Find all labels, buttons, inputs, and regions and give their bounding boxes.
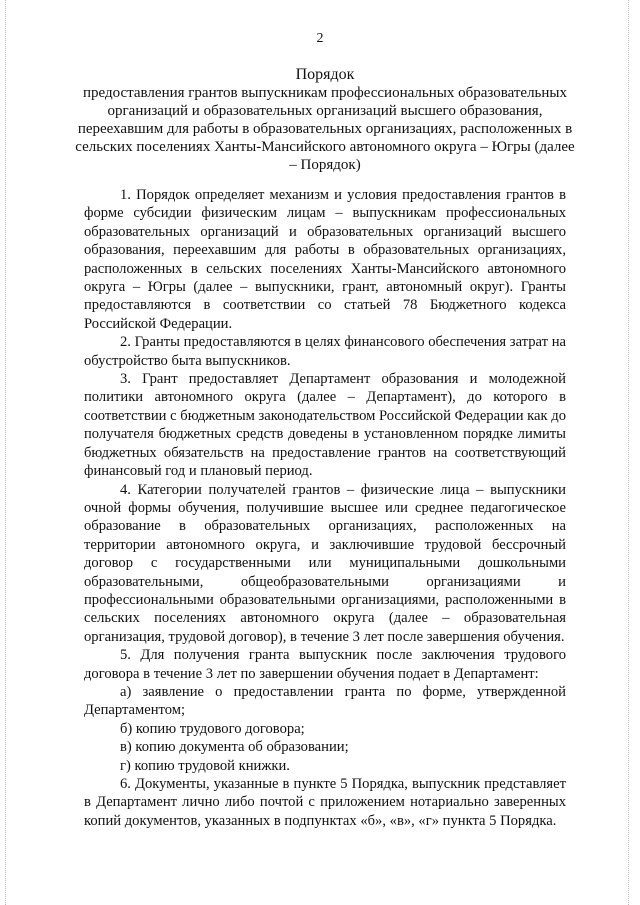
document-subtitle: предоставления грантов выпускникам профессиональных образовательных организаций и образовательных организаций высшего образования, переехавшим для работы в образовательных организациях, расположенных в сельских поселениях Ханты-Мансийского автономного округа – Югры (далее – Порядок) xyxy=(75,85,575,173)
paragraph-6: 6. Документы, указанные в пункте 5 Порядка, выпускник представляет в Департамент лично либо почтой с приложением нотариально заверенных копий документов, указанных в подпунктах «б», «в», «г» пункта 5 Порядка. xyxy=(84,776,566,829)
paragraph-5v: в) копию документа об образовании; xyxy=(120,739,349,756)
paragraph-1: 1. Порядок определяет механизм и условия предоставления грантов в форме субсидии физическим лицам – выпускникам профессиональных образовательных организаций и образовательных организаций высшего образования, переехавшим для работы в образовательных организациях, расположенных в сельских поселениях Ханты-Мансийского автономного округа – Югры (далее – выпускники, грант, автономный округ). Гранты предоставляются в соответствии со статьей 78 Бюджетного кодекса Российской Федерации. xyxy=(84,187,566,332)
document-title: Порядок xyxy=(295,66,355,83)
paragraph-5a: а) заявление о предоставлении гранта по форме, утвержденной Департаментом; xyxy=(84,683,566,719)
document-body xyxy=(84,186,566,830)
scan-edge-left xyxy=(5,0,7,905)
paragraph-4: 4. Категории получателей грантов – физические лица – выпускники очной формы обучения, получившие высшее или среднее педагогическое образование в образовательных организациях, расположенных на территории автономного округа, и заключившие трудовой бессрочный договор с государственными или муниципальными дошкольными образовательными, общеобразовательными организациями и профессиональными образовательными организациями, расположенными в сельских поселениях автономного округа (далее – образовательная организация, трудовой договор), в течение 3 лет после завершения обучения. xyxy=(84,481,566,645)
scan-edge-right xyxy=(628,0,630,905)
paragraph-3: 3. Грант предоставляет Департамент образования и молодежной политики автономного округа (далее – Департамент), до которого в соответствии с бюджетным законодательством Российской Федерации как до получателя бюджетных средств доведены в установленном порядке лимиты бюджетных обязательств на предоставление грантов на соответствующий финансовый год и плановый период. xyxy=(84,371,566,480)
paragraph-2: 2. Гранты предоставляются в целях финансового обеспечения затрат на обустройство быта выпускников. xyxy=(84,334,566,369)
paragraph-5g: г) копию трудовой книжки. xyxy=(120,757,290,774)
paragraph-5: 5. Для получения гранта выпускник после заключения трудового договора в течение 3 лет по завершении обучения подает в Департамент: xyxy=(84,647,566,682)
page-number: 2 xyxy=(316,31,324,46)
document-title-block xyxy=(70,66,580,174)
paragraph-5b: б) копию трудового договора; xyxy=(120,720,305,737)
